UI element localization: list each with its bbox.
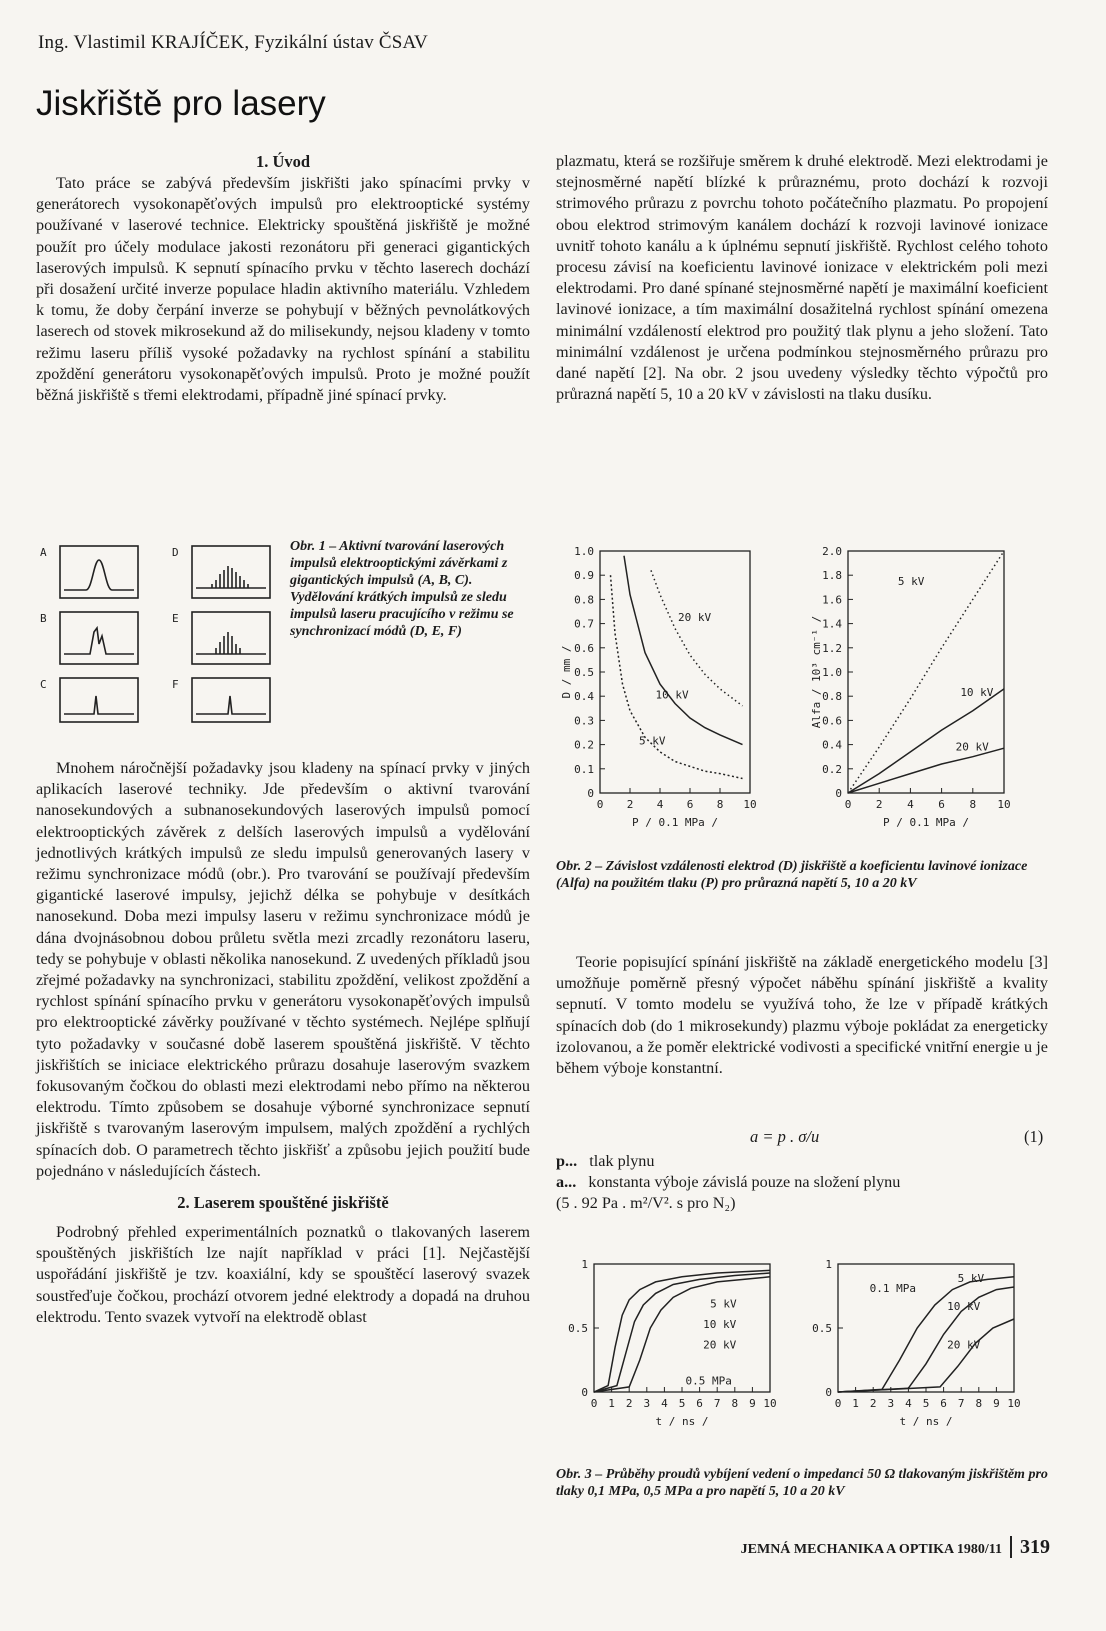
fig3b-ytick-label-0: 0 [825, 1386, 832, 1399]
fig3a-xtick-label-6: 6 [696, 1397, 703, 1410]
fig2b-ytick-label-3: 0.6 [822, 714, 842, 728]
fig3b-frame [838, 1264, 1014, 1392]
fig2a-ytick-label-10: 1.0 [574, 545, 594, 558]
fig2b-ytick-label-8: 1.6 [822, 593, 842, 607]
fig3b-xtick-label-9: 9 [993, 1397, 1000, 1410]
def-a-text: konstanta výboje závislá pouze na složení plynu [588, 1173, 901, 1191]
fig2b-series-label-2: 20 kV [955, 740, 989, 754]
fig3a-xtick-label-1: 1 [608, 1397, 615, 1410]
fig2a-xtick-label-5: 10 [743, 798, 757, 811]
figure-1 [36, 540, 288, 728]
fig3a-xtick-label-10: 10 [763, 1397, 777, 1410]
fig2b-xtick-label-0: 0 [844, 798, 852, 811]
fig3a-ytick-label-0: 0 [581, 1386, 588, 1399]
fig3b-xtick-label-4: 4 [905, 1397, 912, 1410]
fig3a-xtick-label-9: 9 [749, 1397, 756, 1410]
journal-name: JEMNÁ MECHANIKA A OPTIKA 1980/11 [740, 1542, 1002, 1557]
fig2b-xtick-label-2: 4 [907, 798, 914, 811]
def-p-symbol: p... [556, 1152, 578, 1170]
fig2b-xlabel: P / 0.1 MPa / [882, 816, 970, 829]
fig3a-series-label-1: 10 kV [703, 1318, 737, 1331]
fig3b-xtick-label-5: 5 [922, 1397, 930, 1410]
left-column-top [36, 151, 530, 406]
fig3b-xtick-label-10: 10 [1007, 1397, 1021, 1410]
right-column-top [556, 151, 1048, 405]
fig3a-xtick-label-8: 8 [731, 1397, 739, 1410]
right-column-middle [556, 952, 1048, 1079]
fig3a-xtick-label-0: 0 [590, 1397, 598, 1410]
fig3b-series-label-1: 10 kV [947, 1300, 981, 1314]
fig1-label-b: B [40, 612, 47, 625]
fig3a-xtick-label-4: 4 [661, 1397, 668, 1410]
fig2a-series-2 [611, 575, 743, 778]
fig2b-ytick-label-2: 0.4 [822, 738, 842, 752]
fig1-pulse-a [64, 560, 134, 590]
fig3a-xtick-label-7: 7 [713, 1397, 721, 1410]
fig2b-ytick-label-6: 1.2 [822, 641, 842, 655]
fig2b-ytick-label-7: 1.4 [822, 617, 842, 631]
fig1-box-d [192, 546, 270, 598]
fig2b-ytick-label-4: 0.8 [822, 690, 842, 704]
fig3b-ytick-label-1: 0.5 [812, 1322, 832, 1335]
fig1-pulse-e [196, 632, 266, 654]
fig2b-ytick-label-5: 1.0 [822, 666, 842, 679]
fig1-label-e: E [172, 612, 179, 625]
fig3b-xtick-label-6: 6 [940, 1397, 947, 1410]
fig3b-series-2 [838, 1319, 1014, 1392]
fig2a-ytick-label-5: 0.5 [574, 666, 594, 679]
fig2a-ytick-label-6: 0.6 [574, 641, 594, 655]
fig1-pulse-c [64, 696, 134, 714]
fig3b-xlabel: t / ns / [899, 1415, 953, 1428]
figure-3b-chart [808, 1252, 1048, 1452]
fig2a-series-label-0: 20 kV [678, 611, 712, 625]
fig2a-ytick-label-0: 0 [587, 787, 594, 800]
fig1-pulse-f [196, 696, 266, 714]
fig3b-xtick-label-1: 1 [852, 1397, 859, 1410]
fig2b-ytick-label-9: 1.8 [822, 569, 842, 583]
fig3b-series-label-2: 20 kV [947, 1338, 981, 1352]
fig2a-series-label-2: 5 kV [639, 734, 666, 748]
fig3b-xtick-label-3: 3 [887, 1397, 895, 1410]
fig3b-series-1 [838, 1287, 1014, 1392]
right-paragraph-1: plazmatu, která se rozšiřuje směrem k druhé elektrodě. Mezi elektrodami je stejnosměrné napětí blízké k průraznému, proto dochází k rozvoji strimového průrazu z povrchu tohoto počátečního plazmatu. Po propojení obou elektrod strimovým kanálem dochází k rozvoji lavinové ionizace uvnitř tohoto kanálu a k úplnému sepnutí jiskřiště. Rychlost celého tohoto procesu závisí na koeficientu lavinové ionizace v elektrickém poli mezi elektrodami. Pro dané spínané stejnosměrné napětí je maximální koeficient lavinové ionizace, a tím maximální dosažitelná rychlost spínání omezena minimální vzdáleností elektrod pro použitý tlak plynu a jeho složení. Tato minimální vzdálenost je určena podmínkou stejnosměrného průrazu pro dané napětí [2]. Na obr. 2 jsou uvedeny výsledky těchto výpočtů pro průrazná napětí 5, 10 a 20 kV v závislosti na tlaku dusíku. [556, 152, 1048, 404]
fig2a-xtick-label-1: 2 [626, 798, 634, 811]
fig3b-xtick-label-2: 2 [869, 1397, 877, 1410]
left-paragraph-3: Podrobný přehled experimentálních poznatků o tlakovaných laserem spouštěných jiskřištích lze najít například v práci [1]. Nejčastější uspořádání jiskřiště je tzv. koaxiální, kdy se spouštěcí laserový svazek soustřeďuje čočkou, prochází otvorem jedné elektrody a dopadá na druhou elektrodu. Tento svazek vytvoří na elektrodě oblast [36, 1223, 530, 1326]
def-a-continuation: (5 . 92 Pa . m²/V². s pro N₂) [556, 1194, 736, 1212]
section-1-heading: 1. Úvod [255, 152, 311, 171]
fig2a-ytick-label-9: 0.9 [574, 569, 594, 583]
fig2b-xtick-label-1: 2 [875, 798, 883, 811]
fig2b-series-2 [848, 748, 1004, 793]
fig2a-ytick-label-8: 0.8 [574, 593, 594, 607]
fig2a-xtick-label-0: 0 [596, 798, 604, 811]
fig2b-ylabel: Alfa / 10³ cm⁻¹ / [810, 615, 823, 729]
fig2b-series-label-1: 10 kV [960, 686, 994, 700]
fig3b-xtick-label-8: 8 [975, 1397, 983, 1410]
fig2a-frame [600, 551, 750, 793]
fig2b-ytick-label-1: 0.2 [822, 762, 842, 776]
fig2b-xtick-label-4: 8 [969, 798, 977, 811]
left-paragraph-2: Mnohem náročnější požadavky jsou kladeny na spínací prvky v jiných aplikacích laserové techniky. Jde především o aktivní tvarování nanosekundových a subnanosekundových laserových impulsů pomocí elektrooptických závěrek z delších laserových impulsů a vydělování jednotlivých krátkých impulsů ze sledu impulsů generovaných lasery v režimu synchronizace módů (obr.). Pro tvarování se používají především gigantické laserové impulsy, jejichž délka se pohybuje v desítkách nanosekund. Doba mezi impulsy laseru v režimu synchronizace módů je dána dvojnásobnou dobou průletu světla mezi zrcadly rezonátoru laseru, tedy se pohybuje v oblasti několika nanosekund. Z uvedených příkladů jsou zřejmé požadavky na synchronizaci, stabilitu zpoždění, velikost zpoždění a rychlost spínání spínacího prvku v generátoru vysokonapěťových impulsů pro elektrooptické závěrky používané v těchto systémech. Nejlépe splňují tyto požadavky v současné době laserem spouštěná jiskřiště. V těchto jiskřištích se iniciace elektrického průrazu dosahuje laserovým svazkem fokusovaným čočkou do oblasti mezi elektrodami nebo přímo na některou elektrodu. Tímto způsobem se dosahuje výborné synchronizace sepnutí jiskřiště s tvarovaným laserovým impulsem, malých zpoždění a rychlých spínacích dob. O parametrech těchto jiskřišť a způsobu jejich použití bude pojednáno v následujících částech. [36, 759, 530, 1180]
figure-3a-chart [556, 1252, 796, 1452]
page-footer [741, 1536, 1050, 1559]
fig2a-xtick-label-4: 8 [716, 798, 724, 811]
fig2a-ytick-label-3: 0.3 [574, 714, 594, 728]
left-paragraph-1: Tato práce se zabývá především jiskřišti jako spínacími prvky v generátorech vysokonapěťových impulsů pro elektrooptické systémy používané v laserové technice. Elektricky spouštěná jiskřiště je možné použít pro účely modulace jakosti rezonátoru při generaci gigantických laserových impulsů. K sepnutí spínacího prvku v těchto laserech dochází při dosažení určité inverze populace hladin aktivního materiálu. Vzhledem k tomu, že doby čerpání inverze se pohybují v běžných pevnolátkových laserech od stovek mikrosekund až do milisekundy, nejsou kladeny v tomto režimu laseru příliš vysoké požadavky na rychlost spínání a stabilitu zpoždění generátoru vysokonapěťových impulsů. Proto je možné použít běžná jiskřiště s třemi elektrodami, případně jiné spínací prvky. [36, 174, 530, 405]
fig3a-xtick-label-5: 5 [678, 1397, 686, 1410]
fig2a-series-1 [624, 556, 743, 745]
fig2b-frame [848, 551, 1004, 793]
fig3b-ytick-label-2: 1 [825, 1258, 832, 1271]
fig2a-ytick-label-4: 0.4 [574, 690, 594, 704]
fig3a-annotation: 0.5 MPa [685, 1374, 732, 1388]
article-title: Jiskřiště pro lasery [36, 84, 326, 123]
figure-2b-chart [808, 545, 1058, 845]
fig3b-xtick-label-7: 7 [957, 1397, 965, 1410]
fig2b-ytick-label-0: 0 [835, 787, 842, 800]
right-paragraph-2: Teorie popisující spínání jiskřiště na základě energetického modelu [3] umožňuje poměrně přesný výpočet náběhu spínání jiskřiště a kvality sepnutí. V tomto modelu se využívá toho, že lze v případě krátkých spínacích dob (do 1 mikrosekundy) plazmu výboje pokládat za energeticky izolovanou, a že poměr elektrické vodivosti a specifické vnitřní energie u je během výboje konstantní. [556, 953, 1048, 1078]
fig3a-ytick-label-1: 0.5 [568, 1322, 588, 1335]
figure-2-caption: Obr. 2 – Závislost vzdálenosti elektrod (D) jiskřiště a koeficientu lavinové ionizace (Alfa) na použitém tlaku (P) pro průrazná napětí 5, 10 a 20 kV [556, 859, 1028, 891]
fig1-pulse-d [196, 566, 266, 588]
fig2a-ytick-label-2: 0.2 [574, 738, 594, 752]
author-line: Ing. Vlastimil KRAJÍČEK, Fyzikální ústav ČSAV [38, 32, 428, 53]
fig3a-series-1 [594, 1273, 770, 1392]
fig2a-xlabel: P / 0.1 MPa / [631, 816, 719, 829]
equation-1-number: (1) [1024, 1127, 1044, 1146]
fig3b-series-label-0: 5 kV [957, 1271, 985, 1285]
fig2a-series-0 [651, 570, 743, 706]
fig2a-ylabel: D / mm / [560, 645, 573, 699]
fig3a-ytick-label-2: 1 [581, 1258, 588, 1271]
page-number: 319 [1010, 1536, 1050, 1558]
fig2b-xtick-label-3: 6 [938, 798, 945, 811]
fig1-label-a: A [40, 546, 47, 559]
fig1-box-e [192, 612, 270, 664]
fig1-label-d: D [172, 546, 179, 559]
equation-1: a = p . σ/u [750, 1127, 820, 1146]
def-p-text: tlak plynu [589, 1152, 655, 1170]
fig1-pulse-b [64, 628, 134, 654]
fig3a-xtick-label-3: 3 [643, 1397, 651, 1410]
fig2a-xtick-label-2: 4 [656, 798, 664, 811]
left-column-bottom [36, 758, 530, 1328]
fig2a-series-label-1: 10 kV [655, 688, 689, 702]
fig3a-xlabel: t / ns / [655, 1415, 709, 1428]
fig1-label-c: C [40, 678, 47, 691]
fig2a-xtick-label-3: 6 [686, 798, 694, 811]
fig3a-series-label-0: 5 kV [710, 1297, 737, 1311]
fig3b-annotation: 0.1 MPa [869, 1282, 917, 1296]
fig1-label-f: F [172, 678, 179, 691]
fig2a-ytick-label-1: 0.1 [574, 762, 594, 776]
figure-3-caption: Obr. 3 – Průběhy proudů vybíjení vedení o impedanci 50 Ω tlakovaným jiskřištěm pro tlaky 0,1 MPa, 0,5 MPa a pro napětí 5, 10 a 20 kV [556, 1467, 1048, 1499]
fig2b-xtick-label-5: 10 [997, 798, 1011, 811]
figure-2a-chart [556, 545, 796, 845]
fig3a-series-label-2: 20 kV [703, 1338, 737, 1352]
definitions [556, 1151, 1048, 1214]
fig2b-ytick-label-10: 2.0 [822, 545, 842, 558]
section-2-heading: 2. Laserem spouštěné jiskřiště [177, 1193, 389, 1213]
def-a-symbol: a... [556, 1173, 577, 1191]
fig1-box-c [60, 678, 138, 722]
fig2a-ytick-label-7: 0.7 [574, 617, 594, 631]
fig2b-series-label-0: 5 kV [897, 574, 925, 588]
fig3a-xtick-label-2: 2 [625, 1397, 633, 1410]
figure-1-caption: Obr. 1 – Aktivní tvarování laserových impulsů elektrooptickými závěrkami z gigantických impulsů (A, B, C). Vydělování krátkých impulsů ze sledu impulsů laseru pracujícího v režimu se synchronizací módů (D, E, F) [290, 539, 514, 639]
fig2b-series-0 [848, 551, 1004, 793]
fig3b-xtick-label-0: 0 [834, 1397, 842, 1410]
